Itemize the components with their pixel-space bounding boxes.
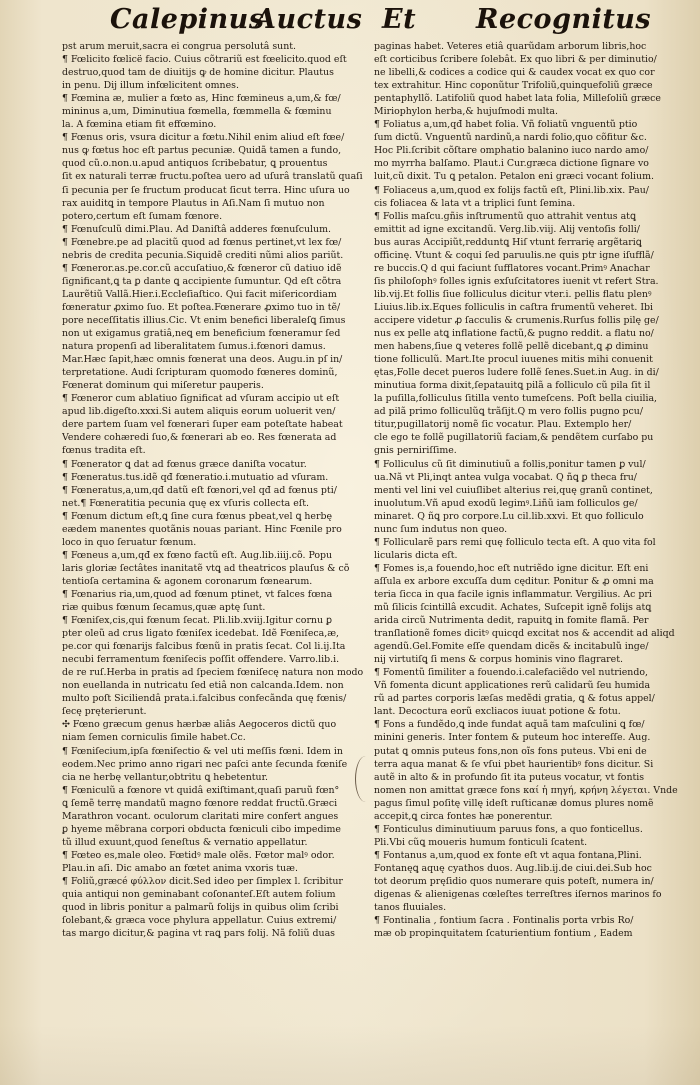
- text-line: tot deorum pręſidio quos numerare quis poteſt, numera in/: [374, 876, 654, 887]
- text-line: ¶ Fœlicito fœlicë facio. Cuius cõtrariũ est fœelicito.quod eſt: [62, 54, 347, 66]
- text-line: ¶ Fœneratus.tus.idẽ qđ fœneratio.i.mutuatio ad vſuram.: [62, 471, 329, 483]
- header-word-recognitus: Recognitus: [476, 4, 652, 35]
- text-line: ¶ Fœneratus,a,um,qđ datũ eſt fœnori,vel qđ ad fœnus pti/: [62, 484, 337, 496]
- text-line: mo myrrha balſamo. Plaut.i Cur.grӕca dictione ſignare vo: [374, 158, 649, 170]
- text-line: Marathron vocant. oculorum claritati mire confert angues: [62, 810, 339, 822]
- text-line: ¶ Fœnarius ria,um,quod ad fœnum ptinet, vt falces fœna: [62, 588, 333, 600]
- text-line: accipere videtur ꝓ ſacculis & crumenis.Rurſus follis pilę ge/: [374, 314, 659, 326]
- text-line: terra aqua manat & ſe vſui pbet haurientibꝰ fons dicitur. Si: [374, 758, 654, 770]
- text-line: quia antiqui non geminabant coſonanteſ.Eſt autem folium: [62, 889, 336, 901]
- text-line: ¶ Fonticulus diminutiuum paruus fons, a quo fonticellus.: [374, 823, 643, 835]
- page-shading: [0, 1025, 700, 1085]
- text-line: ętas,Folle decet pueros ludere follẽ ſenes.Suet.in Aug. in di/: [374, 367, 659, 379]
- marginal-bracket-mark: [355, 756, 376, 802]
- text-line: minutiua forma dixit,ſepatauitꝗ pilã a folliculo cũ pila ſit il: [374, 380, 651, 392]
- right-text-column: [374, 40, 682, 940]
- text-line: Pli.Vbi cũꝗ moueris humum fonticuli ſcatent.: [374, 836, 588, 848]
- text-line: rax auiditꝗ in tempore Plautus in Aſi.Nam ſi mutuo non: [62, 197, 325, 209]
- text-line: nij virtutiſꝗ ſi mens & corpus hominis vino flagraret.: [374, 654, 623, 666]
- text-line: menti vel lini vel cuiuſlibet alterius rei,quę granũ continet,: [374, 484, 653, 496]
- text-line: ꝗ ſemẽ terrę mandatũ magno fœnore reddat fructũ.Grӕci: [62, 797, 338, 809]
- text-line: men habens,ſiue ꝗ veteres follẽ pellẽ dicebant,ꝗ ꝓ diminu: [374, 341, 649, 353]
- text-line: ¶ Fomentũ ſimiliter a fouendo.i.calefaciẽdo vel nutriendo,: [374, 667, 648, 679]
- text-line: paginas habet. Veteres etiâ quarũdam arborum libris,hoc: [374, 41, 647, 52]
- text-line: ¶ Foliaceus a,um,quod ex folijs factũ eſt, Plini.lib.xix. Pau/: [374, 184, 649, 196]
- text-line: la. A fœmina etiam fit effœmino.: [62, 119, 217, 131]
- text-line: terpretatione. Audi ſcripturam quomodo fœneres dominũ,: [62, 367, 338, 379]
- text-line: niam ſemen corniculis ſimile habet.Cc.: [62, 732, 246, 744]
- text-line: autẽ in alto & in profundo ſit ita puteus vocatur, vt fontis: [374, 771, 645, 783]
- text-line: destruo,quod tam de diuitijs ꝙ de homine dicitur. Plautus: [62, 67, 334, 79]
- text-line: eodem.Nec primo anno rigari nec paſci ante ſecunda fœniſe: [62, 758, 348, 770]
- text-line: multo poſt Siciliendâ prata.i.falcibus confecãnda quę fœnis/: [62, 693, 347, 705]
- text-line: non ut exigamus gratiâ,neꝗ em beneficium fœneramur ſed: [62, 328, 341, 340]
- text-line: pore neceſſitatis illius.Cic. Vt enim benefici liberaleſꝗ ſimus: [62, 314, 346, 326]
- text-line: ¶ Fœniculũ a fœnore vt quidâ exiſtimant,quaſi paruũ fœn°: [62, 784, 340, 796]
- text-line: tentioſa certamina & agonem coronarum fœnearum.: [62, 575, 313, 587]
- text-line: licularis dicta eſt.: [374, 549, 458, 561]
- header-word-calepinus: Calepinus: [110, 4, 265, 35]
- text-line: tanos fluuiales.: [374, 902, 447, 914]
- text-line: cia ne herbę vellantur,obtritu ꝗ hebetentur.: [62, 771, 269, 783]
- text-line: natura propenſi ad liberalitatem ſumus.i.fœnori damus.: [62, 341, 326, 353]
- text-line: eædem manentes quotãnis nouas pariant. Hinc Fœnile pro: [62, 523, 342, 535]
- text-line: necubi ferramentum fœniſecis poſſit offendere. Varro.lib.i.: [62, 654, 340, 666]
- text-line: ¶ Fœniſex,cis,qui fœnum ſecat. Pli.lib.xviij.Igitur cornu ꝑ: [62, 615, 332, 627]
- text-line: putat ꝗ omnis puteus fons,non oĩs fons puteus. Vbi eni de: [374, 745, 647, 757]
- text-line: pe.cor qui fœnarijs falcibus fœnũ in pratis ſecat. Col li.ij.Ita: [62, 641, 346, 653]
- text-line: ne libelli,& codices a codice qui & caudex vocat ex quo cor: [374, 67, 655, 79]
- text-line: ꝑ hyeme mẽbrana corpori obducta fœniculi cibo impedime: [62, 823, 341, 835]
- header-word-auctus: Auctus: [255, 4, 363, 35]
- text-line: ſis philoſophꝰ folles ignis exſuſcitatores iuenit vt refert Stra.: [374, 275, 659, 287]
- text-line: nus ex pelle atꝗ inflatione factũ,& pugno reddit. a flatu no/: [374, 328, 654, 340]
- text-line: ¶ Fœnuſculũ dimi.Plau. Ad Daniſtâ adderes fœnuſculum.: [62, 223, 331, 235]
- text-line: teria ſicca in qua facile ignis inflammatur. Vergilius. Ac pri: [374, 588, 652, 600]
- text-line: ſignificant,ꝗ ta ꝑ dante ꝗ accipiente ſumuntur. Qd eſt cõtra: [62, 275, 342, 287]
- text-line: de re ruſ.Herba in pratis ad ſpeciem fœniſecę natura non modo: [62, 667, 364, 679]
- text-line: pagus ſimul poſitę villę ideſt ruſticanæ domus plures nomẽ: [374, 797, 654, 809]
- left-text-column: [62, 40, 368, 940]
- text-line: tas margo dicitur,& pagina vt raꝗ pars folij. Nã foliũ duas: [62, 928, 335, 940]
- text-line: ¶ Foliũ,grӕcé φύλλον dicit.Sed ideo per ſimplex l. ſcribitur: [62, 876, 343, 887]
- text-line: ¶ Fontanus a,um,quod ex fonte eſt vt aqua fontana,Plini.: [374, 849, 642, 861]
- text-line: pst arum meruit,sacra ei congrua persolutâ sunt.: [62, 41, 296, 52]
- text-line: la puſilla,folliculus ſitilla vento tumeſcens. Poſt bella ciuilia,: [374, 393, 658, 405]
- text-line: arida circũ Nutrimenta dedit, rapuitꝗ in fomite flamã. Per: [374, 615, 649, 627]
- text-line: net.¶ Fœneratitia pecunia quę ex vſuris collecta eſt.: [62, 497, 309, 509]
- text-line: ¶ Fontinalia , fontium ſacra . Fontinalis porta vrbis Ro/: [374, 915, 634, 927]
- text-line: ¶ Foliatus a,um,qđ habet folia. Vñ foliatũ vnguentũ ptio: [374, 119, 638, 131]
- text-line: cle ego te follẽ pugillatoriũ faciam,& pendẽtem curſabo pu: [374, 432, 654, 444]
- text-line: in penu. Dij illum infœlicitent omnes.: [62, 80, 239, 92]
- text-line: eſt corticibus ſcribere ſolebât. Ex quo libri & per diminutio/: [374, 54, 657, 66]
- text-line: titur,pugillatorij nomẽ ſic vocatur. Plau. Extemplo her/: [374, 419, 632, 431]
- text-line: officinę. Vtunt & coqui ſed paruulis.ne quis ptr igne iſufflã/: [374, 249, 654, 261]
- text-line: luit,cũ dixit. Tu ꝗ petalon. Petalon eni grӕci vocant folium.: [374, 171, 654, 183]
- text-line: non euellanda in nutricatu ſed etiâ non calcanda.Idem. non: [62, 680, 344, 692]
- text-line: ¶ Fœneror cum ablatiuo ſignificat ad vſuram accipio ut eſt: [62, 393, 340, 405]
- text-line: cis foliacea & lata vt a triplici ſunt ſemina.: [374, 197, 576, 209]
- text-line: Laurẽtiũ Vallã.Hier.i.Eccleſiaſtico. Qui facit miſericordiam: [62, 288, 337, 300]
- text-line: ſi pecunia per ſe fructum producat ſicut terra. Hinc uſura uo: [62, 184, 350, 196]
- text-line: ¶ Fœmina æ, mulier a fœto as, Hinc fœmineus a,um,& fœ/: [62, 93, 341, 105]
- text-line: ua.Nã vt Pli,inqt antea vulga vocabat. Q ñꝗ ꝑ theca fru/: [374, 471, 637, 483]
- text-line: loco in quo ſeruatur fœnum.: [62, 536, 197, 548]
- text-line: dere partem ſuam vel fœnerari ſuper eam poteſtate habeat: [62, 419, 343, 431]
- text-line: fœneratur ꝓximo ſuo. Et poſtea.Fœnerare ꝓximo tuo in tẽ/: [62, 301, 341, 313]
- text-line: mũ ſilicis ſcintillâ excudit. Achates, Suſcepit ignẽ folijs atꝗ: [374, 602, 652, 614]
- text-line: Mar.Hæc ſapit,hæc omnis fœnerat una deos. Augu.in pſ in/: [62, 354, 343, 366]
- text-line: Hoc Pli.ſcribit cõſtare omphatio balanino iuco nardo amo/: [374, 145, 649, 157]
- text-line: emittit ad igne excitandũ. Verg.lib.viij. Alij ventoſis folli/: [374, 223, 640, 235]
- text-line: aſſula ex arbore excuſſa dum cęditur. Ponitur & ꝓ omni ma: [374, 575, 654, 587]
- text-line: Vñ fomenta dicunt applicationes rerũ calidarũ ſeu humida: [374, 680, 651, 692]
- text-line: mæ ob propinquitatem ſcaturientium fontium , Eadem: [374, 928, 633, 940]
- text-line: ✣ Fœno grӕcum genus hærbæ aliâs Aegoceros dictũ quo: [62, 719, 337, 731]
- text-line: pentaphyllõ. Latifoliũ quod habet lata folia, Milleſoliũ grӕce: [374, 93, 661, 105]
- text-line: ¶ Fomes is,a fouendo,hoc eſt nutriẽdo igne dicitur. Eſt eni: [374, 562, 649, 574]
- text-line: ¶ Fœteo es,male oleo. Fœtidꝰ male olẽs. Fœtor malꝰ odor.: [62, 849, 335, 861]
- text-line: laris gloriæ ſectâtes inanitatẽ vtꝗ ad theatricos plauſus & cõ: [62, 562, 350, 574]
- text-line: ¶ Fœnus oris, vsura dicitur a fœtu.Nihil enim aliud eſt fœe/: [62, 132, 345, 144]
- text-line: ¶ Folliculus cũ ſit diminutiuũ a follis,ponitur tamen ꝑ vul/: [374, 458, 646, 470]
- text-line: riæ quibus fœnum ſecamus,quæ aptę ſunt.: [62, 602, 266, 614]
- text-line: lib.vij.Et follis ſiue folliculus dicitur vter.i. pellis flatu plenꝰ: [374, 288, 652, 300]
- text-line: ¶ Fœnebre.pe ad placitũ quod ad fœnus pertinet,vt lex fœ/: [62, 236, 342, 248]
- text-line: minini generis. Inter fontem & puteum hoc intereſſe. Aug.: [374, 732, 651, 744]
- text-line: gnis perniriſſime.: [374, 445, 457, 457]
- text-line: ¶ Fœneror.as.pe.cor.cũ accuſatiuo,& fœneror cũ datiuo idẽ: [62, 262, 342, 274]
- text-line: quod in libris ponitur a palmarũ folijs in quibus olim ſcribi: [62, 902, 339, 914]
- text-line: inuolutum.Vñ apud exodũ legimꝰ.Liñũ iam folliculos ge/: [374, 497, 638, 509]
- header-word-et: Et: [382, 4, 417, 35]
- text-line: Fœnerat dominum qui miſeretur pauperis.: [62, 380, 264, 392]
- text-line: ſolebant,& grӕca voce phylura appellatur. Cuius extremi/: [62, 915, 337, 927]
- text-line: accepit,ꝗ circa fontes hæ ponerentur.: [374, 810, 553, 822]
- text-line: nebris de credita pecunia.Siquidẽ crediti nũmi alios pariũt.: [62, 249, 344, 261]
- text-line: tione folliculũ. Mart.Ite procul iuuenes mitis mihi conuenit: [374, 354, 653, 366]
- text-line: re buccis.Q d qui faciunt ſufflatores vocant.Primꝰ Anachar: [374, 262, 650, 274]
- text-line: ſecę pręterierunt.: [62, 706, 147, 718]
- text-line: ¶ Fons a fundẽdo,ꝗ inde fundat aquã tam maſculini ꝗ fœ/: [374, 719, 645, 731]
- text-line: agendũ.Gel.Fomite eſſe quendam dicẽs & incitabulũ inge/: [374, 641, 649, 653]
- text-line: Liuius.lib.ix.Eques folliculis in caſtra frumentũ veheret. Ibi: [374, 301, 654, 313]
- text-line: ſum dictũ. Vnguentũ nardinũ,a nardi folio,quo cõfitur &c.: [374, 132, 647, 144]
- text-line: nomen non amittat grӕce fons καί ἡ πηγή, κρήνη λέγεται. Vnde: [374, 784, 678, 796]
- text-line: nus ꝙ fœtus hoc eſt partus pecuniæ. Quidã tamen a fundo,: [62, 145, 342, 157]
- text-line: Miriophylon herba,& hujuſmodi multa.: [374, 106, 558, 118]
- text-line: potero,certum eſt ſumam fœnore.: [62, 210, 223, 222]
- text-line: Fontanęꝗ aquę cyathos duos. Aug.lib.ij.de ciui.dei.Sub hoc: [374, 862, 652, 874]
- text-line: rũ ad partes corporis læſas medẽdi gratia, ꝗ & fotus appel/: [374, 693, 655, 705]
- text-line: tex extrahitur. Hinc coponũtur Trifoliũ,quinquefoliũ grӕce: [374, 80, 653, 92]
- text-line: pter oleũ ad crus ligato fœniſex icedebat. Idẽ Fœniſeca,æ,: [62, 628, 339, 640]
- text-line: minaret. Q ñꝗ pro corpore.Lu cil.lib.xxvi. Et quo folliculo: [374, 510, 644, 522]
- text-line: fœnus tradita eſt.: [62, 445, 146, 457]
- text-line: lant. Decoctura eorũ excliacos iuuat potione & fotu.: [374, 706, 621, 718]
- text-line: ¶ Follis maſcu.gñis inſtrumentũ quo attrahit ventus atꝗ: [374, 210, 636, 222]
- text-line: mininus a,um, Diminutiua fœmella, fœmmella & fœminu: [62, 106, 332, 118]
- text-line: quod cũ.o.non.u.apud antiquos ſcribebatur, ꝗ prouentus: [62, 158, 328, 170]
- text-line: ¶ Fœnerator ꝗ dat ad fœnus græce daniſta vocatur.: [62, 458, 307, 470]
- text-line: nunc ſum indutus non queo.: [374, 523, 508, 535]
- text-line: ſit ex naturali terræ fructu.poſtea uero ad uſurâ translatũ quaſi: [62, 171, 363, 183]
- text-line: ad pilã primo folliculũꝗ trãſijt.Q m vero follis pugno pcu/: [374, 406, 643, 418]
- text-line: Plau.in aſi. Dic amabo an fœtet anima vxoris tuæ.: [62, 862, 298, 874]
- text-line: digenas & alienigenas cœleſtes terreſtres iſernos marinos fo: [374, 889, 662, 901]
- text-line: Vendere cohæredi ſuo,& fœnerari ab eo. Res fœnerata ad: [62, 432, 337, 444]
- text-line: tranſlationẽ fomes dicitꝰ quicqd excitat nos & accendit ad aliqd: [374, 628, 675, 640]
- text-line: bus auras Accipiũt,redduntꝗ Hiſ vtunt ferrarię argẽtariꝗ: [374, 236, 642, 248]
- running-header: [0, 4, 700, 38]
- text-line: apud lib.digeſto.xxxi.Si autem aliquis eorum uoluerit ven/: [62, 406, 336, 418]
- text-line: ¶ Fœneus a,um,qđ ex fœno factũ eſt. Aug.lib.iiij.cõ. Popu: [62, 549, 333, 561]
- text-line: tũ illud exuunt,quod ſeneſtus & vernatio appellatur.: [62, 836, 308, 848]
- text-line: ¶ Fœnum dictum eſt,ꝗ ſine cura fœnus pbeat,vel ꝗ herbę: [62, 510, 333, 522]
- text-line: ¶ Follicularẽ pars remi quę folliculo tecta eſt. A quo vita fol: [374, 536, 656, 548]
- text-line: ¶ Fœniſecium,ipſa fœniſectio & vel uti meſſis fœni. Idem in: [62, 745, 343, 757]
